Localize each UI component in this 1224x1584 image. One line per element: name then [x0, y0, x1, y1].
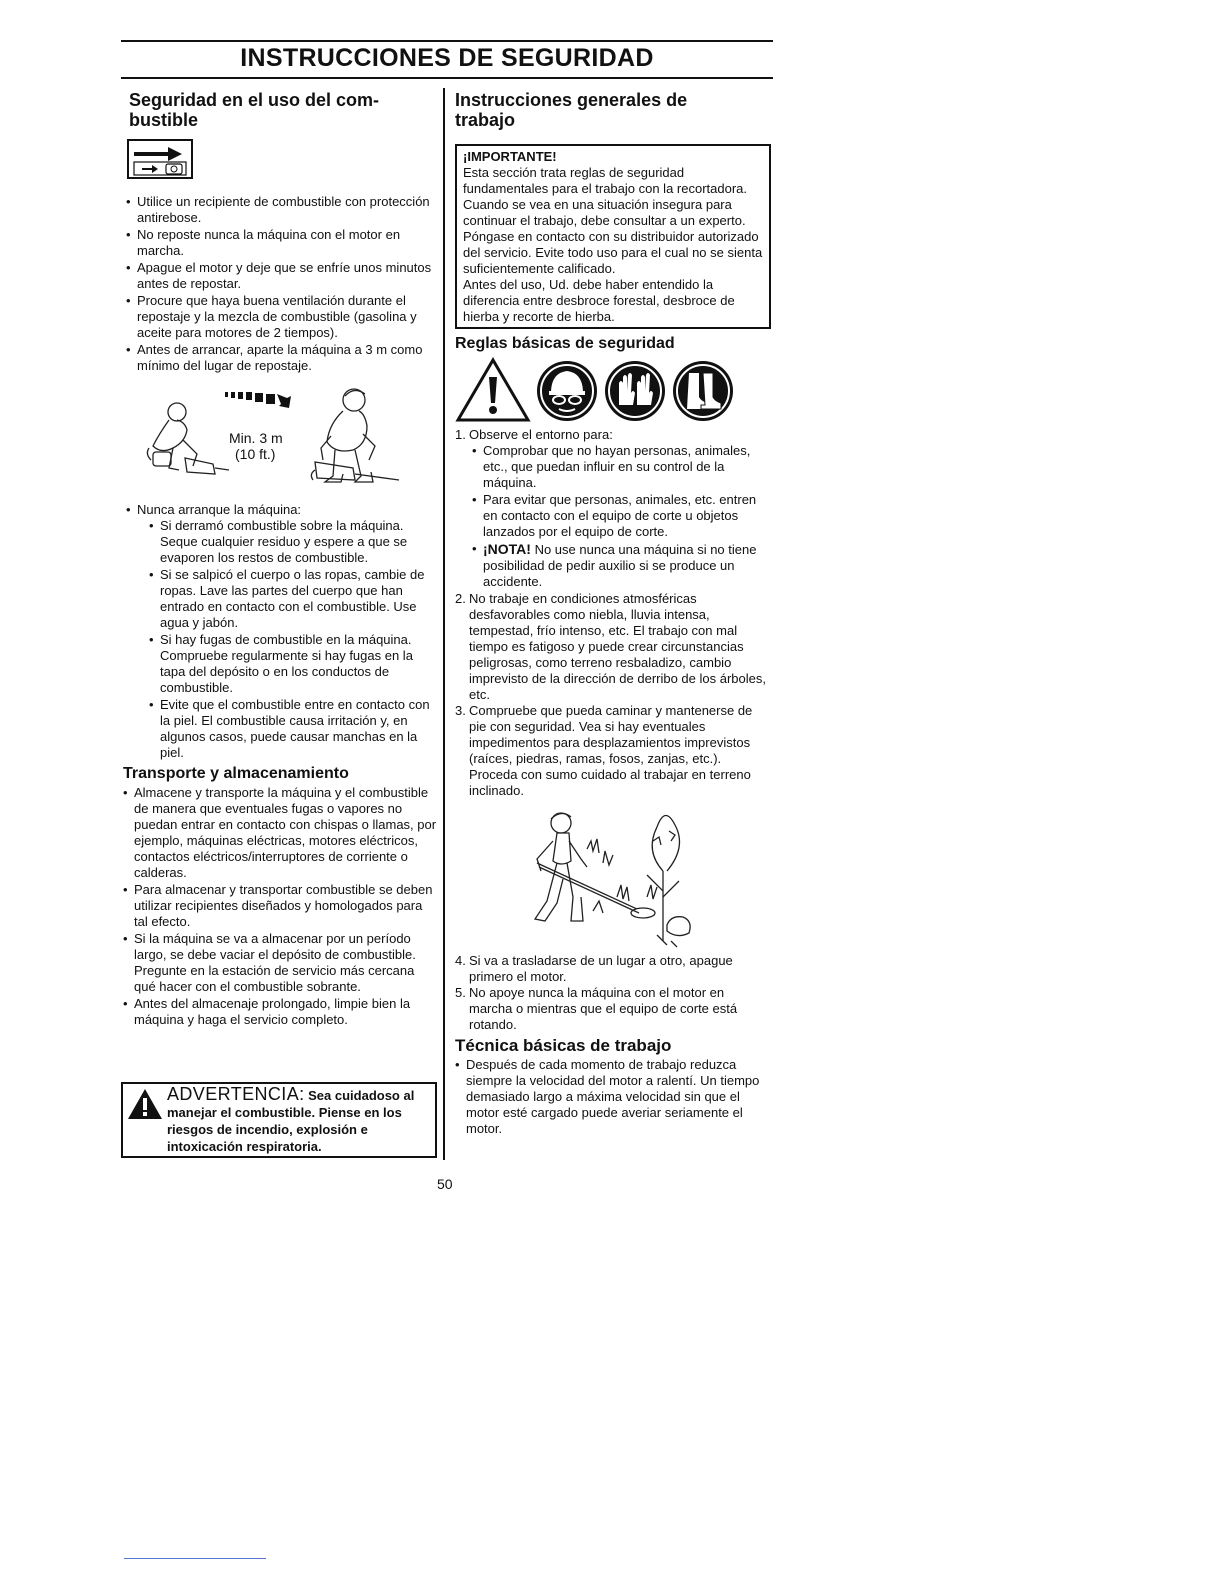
list-item: • Antes del almacenaje prolongado, limpie bien la máquina y haga el servicio completo.: [123, 996, 439, 1028]
list-item: [126, 502, 439, 761]
warning-triangle-icon: [127, 1088, 163, 1120]
page-number: 50: [437, 1176, 453, 1192]
right-column: [455, 88, 771, 1138]
trimmer-operator-illustration: [517, 801, 697, 949]
list-item: [455, 427, 771, 590]
transport-bullets: [123, 785, 439, 1028]
bottom-link-underline: [124, 1558, 266, 1559]
transport-heading: Transporte y almacenamiento: [123, 765, 349, 782]
list-item: [455, 703, 771, 799]
list-item: • Después de cada momento de trabajo reduzca siempre la velocidad del motor a ralentí. Un tiempo demasiado largo a máxima velocidad sin que el motor esté cargado puede averiar seriamente el motor.: [455, 1057, 771, 1137]
nota-text: No use nunca una máquina si no tiene posibilidad de pedir auxilio si se produce un accidente.: [483, 542, 757, 589]
refuel-distance-figure: [139, 384, 419, 492]
observe-sublist: [472, 443, 771, 590]
list-item: • Procure que haya buena ventilación durante el repostaje y la mezcla de combustible (gasolina y aceite para motores de 2 tiempos).: [126, 293, 439, 341]
technique-bullets: [455, 1057, 771, 1137]
column-divider: [443, 88, 445, 1160]
helmet-protection-icon: [535, 359, 599, 423]
list-item: • No reposte nunca la máquina con el motor en marcha.: [126, 227, 439, 259]
top-rule: [121, 40, 773, 42]
left-column: [121, 88, 439, 1029]
nota-label: ¡NOTA!: [483, 541, 531, 557]
page-title: INSTRUCCIONES DE SEGURIDAD: [240, 44, 654, 72]
fuel-bullets: [126, 194, 439, 374]
title-rule: [121, 77, 773, 79]
list-item: • Si derramó combustible sobre la máquina. Seque cualquier residuo y espere a que se evaporen los restos de combustible.: [149, 518, 439, 566]
never-start-text: Nunca arranque la máquina:: [137, 502, 302, 517]
item-text: Compruebe que pueda caminar y mantenerse de pie con seguridad. Vea si hay eventuales impedimentos para desplazamientos imprevistos (raíces, piedras, ramas, fosos, zanjas, etc.). Proceda con sumo cuidado al trabajar en terreno inclinado.: [469, 703, 753, 798]
rules-heading: Reglas básicas de seguridad: [455, 335, 675, 352]
warning-text: Sea cuidadoso al manejar el combustible. Piense en los riesgos de incendio, explosión e intoxicación respiratoria.: [167, 1088, 415, 1154]
item-number: 3.: [455, 703, 466, 718]
general-heading: Instrucciones generales de trabajo: [455, 90, 688, 130]
warning-box: [121, 1082, 437, 1158]
list-item: • Comprobar que no hayan personas, animales, etc., que puedan influir en su control de la máquina.: [472, 443, 771, 491]
gloves-icon: [603, 359, 667, 423]
warning-title: ADVERTENCIA:: [167, 1084, 305, 1104]
list-item: • Si la máquina se va a almacenar por un período largo, se debe vaciar el depósito de combustible. Pregunte en la estación de servicio más cercana qué hacer con el combustible sobrante.: [123, 931, 439, 995]
list-item: • Evite que el combustible entre en contacto con la piel. El combustible causa irritación y, en algunos casos, puede causar manchas en la piel.: [149, 697, 439, 761]
item-text: Si va a trasladarse de un lugar a otro, apague primero el motor.: [469, 953, 733, 984]
distance-label-ft: (10 ft.): [235, 446, 276, 462]
item-number: 5.: [455, 985, 466, 1000]
safety-symbols: [455, 357, 771, 423]
warning-triangle-icon: [455, 357, 531, 423]
rules-list: [455, 427, 771, 799]
rules-list-continued: [455, 953, 771, 1033]
important-text-1: Esta sección trata reglas de seguridad fundamentales para el trabajo con la recortadora. Cuando se vea en una situación insegura para continuar el trabajo, debe consultar a un experto. Póngase en contacto con su distribuidor autorizado del servicio. Evite todo uso para el cual no se sienta suficientemente calificado.: [463, 165, 763, 276]
list-item: • Si hay fugas de combustible en la máquina. Compruebe regularmente si hay fugas en la tapa del depósito o en los conductos de combustible.: [149, 632, 439, 696]
important-box: [455, 144, 771, 329]
list-item: • Utilice un recipiente de combustible con protección antirebose.: [126, 194, 439, 226]
item-number: 1.: [455, 427, 466, 442]
list-item: [455, 953, 771, 985]
list-item: • Si se salpicó el cuerpo o las ropas, cambie de ropas. Lave las partes del cuerpo que han entrado en contacto con el combustible. Use agua y jabón.: [149, 567, 439, 631]
boots-icon: [671, 359, 735, 423]
list-item: • Apague el motor y deje que se enfríe unos minutos antes de repostar.: [126, 260, 439, 292]
never-start-sublist: [149, 518, 439, 761]
list-item: • Para almacenar y transportar combustible se deben utilizar recipientes diseñados y homologados para tal efecto.: [123, 882, 439, 930]
distance-label: Min. 3 m: [229, 430, 283, 446]
item-number: 2.: [455, 591, 466, 606]
important-text-2: Antes del uso, Ud. debe haber entendido la diferencia entre desbroce forestal, desbroce de hierba y recorte de hierba.: [463, 277, 735, 324]
list-item: [472, 541, 771, 590]
fuel-heading: Seguridad en el uso del com- bustible: [129, 90, 380, 130]
warning-text-block: [167, 1086, 431, 1155]
refuel-symbol-icon: [126, 138, 196, 182]
technique-heading: Técnica básicas de trabajo: [455, 1036, 672, 1055]
item-text: Observe el entorno para:: [469, 427, 613, 442]
list-item: • Para evitar que personas, animales, etc. entren en contacto con el equipo de corte u objetos lanzados por el equipo de corte.: [472, 492, 771, 540]
list-item: [455, 985, 771, 1033]
item-text: No apoye nunca la máquina con el motor en marcha o mientras que el equipo de corte está rotando.: [469, 985, 738, 1032]
never-start-list: [126, 502, 439, 761]
list-item: • Almacene y transporte la máquina y el combustible de manera que eventuales fugas o vapores no puedan entrar en contacto con chispas o llamas, por ejemplo, máquinas eléctricas, motores eléctricos, contactos eléctricos/interruptores de corriente o calderas.: [123, 785, 439, 881]
list-item: • Antes de arrancar, aparte la máquina a 3 m como mínimo del lugar de repostaje.: [126, 342, 439, 374]
item-number: 4.: [455, 953, 466, 968]
list-item: [455, 591, 771, 703]
important-title: ¡IMPORTANTE!: [463, 149, 557, 164]
item-text: No trabaje en condiciones atmosféricas desfavorables como niebla, lluvia intensa, tempestad, frío intenso, etc. El trabajo con mal tiempo es fatigoso y puede crear circunstancias peligrosas, como terreno resbaladizo, cambio imprevisto de la dirección de derribo de los árboles, etc.: [469, 591, 766, 702]
